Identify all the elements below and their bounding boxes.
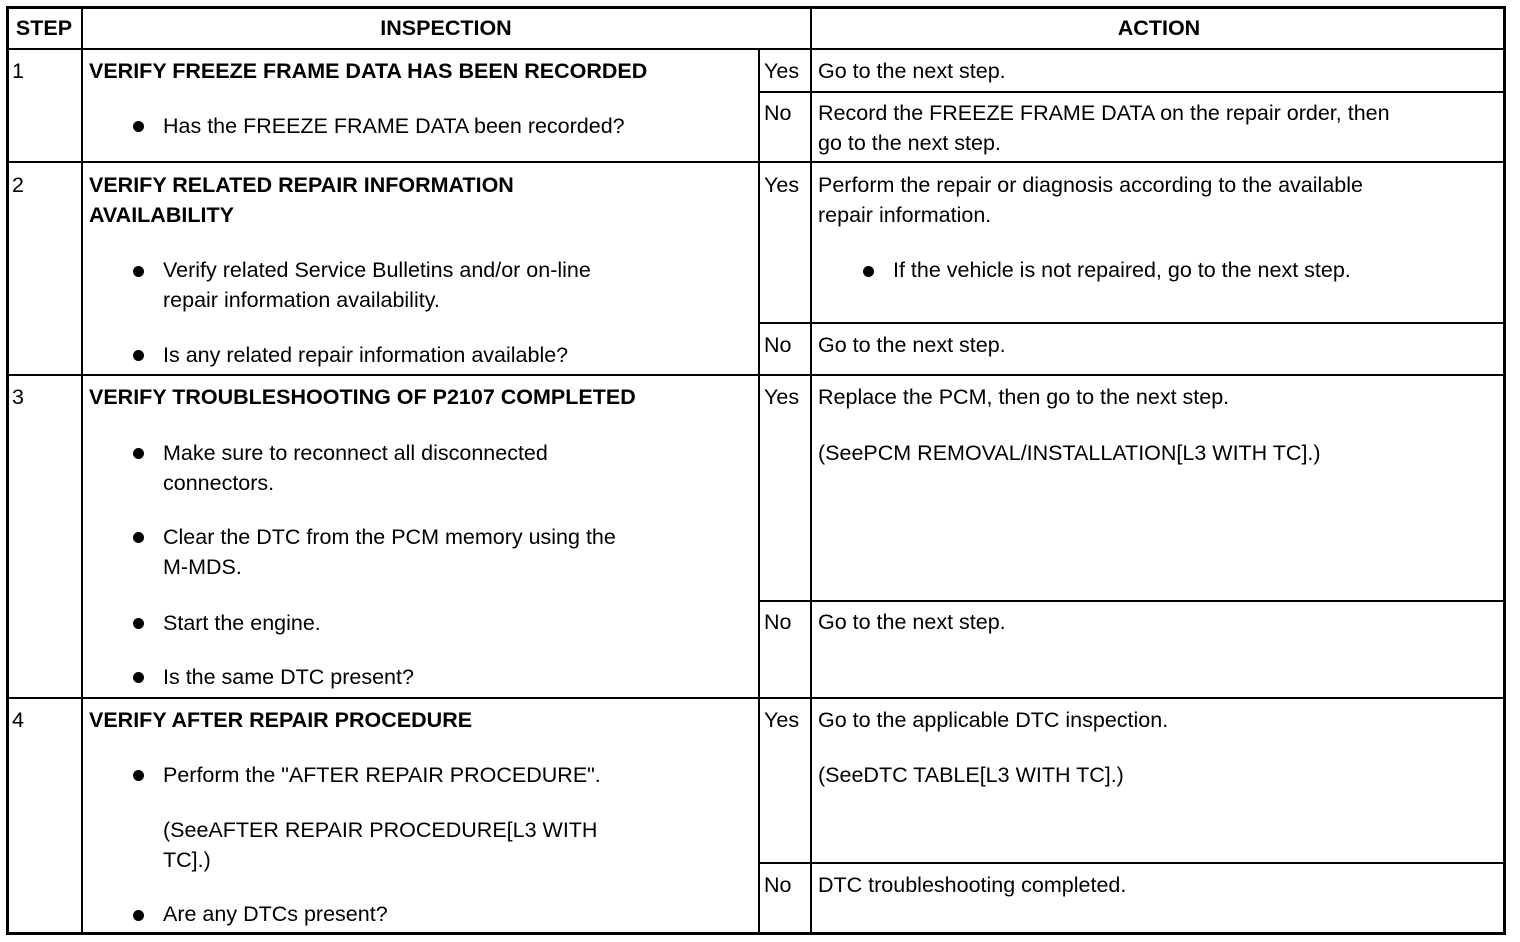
action-text: Replace the PCM, then go to the next step. [818,385,1230,409]
header-inspection: INSPECTION [380,16,512,40]
inspection-title: VERIFY AFTER REPAIR PROCEDURE [89,708,473,732]
bullet-icon [133,121,144,132]
action-text: Go to the next step. [818,610,1006,634]
row3-yes-no-divider [758,600,1506,602]
action-text: Record the FREEZE FRAME DATA on the repair order, then [818,101,1390,125]
row1-yes-no-divider [758,91,1506,93]
row4-yes-no-divider [758,862,1506,864]
inspection-item: Is any related repair information available? [163,343,569,367]
step-number: 4 [12,708,24,732]
bullet-icon [133,910,144,921]
inspection-item: Make sure to reconnect all disconnected [163,441,548,465]
step-number: 3 [12,385,24,409]
bullet-icon [133,448,144,459]
bullet-icon [133,672,144,683]
action-text: Go to the next step. [818,333,1006,357]
bullet-icon [133,770,144,781]
action-text: Go to the next step. [818,59,1006,83]
inspection-column-line [758,48,760,935]
row2-yes-no-divider [758,322,1506,324]
no-label: No [764,333,792,357]
action-text: repair information. [818,203,992,227]
bullet-icon [133,618,144,629]
reference-link[interactable]: TC].) [163,848,211,872]
reference-link[interactable]: (SeeDTC TABLE[L3 WITH TC].) [818,763,1124,787]
bullet-icon [133,350,144,361]
no-label: No [764,873,792,897]
no-label: No [764,610,792,634]
inspection-item: Has the FREEZE FRAME DATA been recorded? [163,114,625,138]
inspection-title: VERIFY RELATED REPAIR INFORMATION [89,173,514,197]
yes-label: Yes [764,59,800,83]
inspection-title: AVAILABILITY [89,203,234,227]
yes-label: Yes [764,385,800,409]
yes-label: Yes [764,173,800,197]
inspection-title: VERIFY FREEZE FRAME DATA HAS BEEN RECORDED [89,59,648,83]
header-divider [6,48,1506,50]
row2-bottom-line [6,374,1506,376]
inspection-item: Are any DTCs present? [163,902,388,926]
action-text: Go to the applicable DTC inspection. [818,708,1169,732]
inspection-item: M-MDS. [163,555,242,579]
step-number: 2 [12,173,24,197]
header-step: STEP [15,16,73,40]
step-column-line [81,6,83,935]
inspection-item: Perform the "AFTER REPAIR PROCEDURE". [163,763,601,787]
action-text: DTC troubleshooting completed. [818,873,1127,897]
action-text: Perform the repair or diagnosis according to the available [818,173,1363,197]
step-number: 1 [12,59,24,83]
bullet-icon [133,266,144,277]
action-bullet: If the vehicle is not repaired, go to the next step. [893,258,1351,282]
inspection-title: VERIFY TROUBLESHOOTING OF P2107 COMPLETED [89,385,636,409]
inspection-item: Verify related Service Bulletins and/or on-line [163,258,591,282]
yesno-column-line [810,6,812,935]
action-text: go to the next step. [818,131,1001,155]
inspection-item: Start the engine. [163,611,321,635]
inspection-item: repair information availability. [163,288,440,312]
bullet-icon [133,532,144,543]
header-action: ACTION [1117,16,1201,40]
inspection-item: Is the same DTC present? [163,665,414,689]
row3-bottom-line [6,697,1506,699]
row1-bottom-line [6,161,1506,163]
reference-link[interactable]: (SeePCM REMOVAL/INSTALLATION[L3 WITH TC].) [818,441,1321,465]
no-label: No [764,101,792,125]
bullet-icon [863,266,874,277]
yes-label: Yes [764,708,800,732]
inspection-item: Clear the DTC from the PCM memory using the [163,525,616,549]
inspection-item: connectors. [163,471,275,495]
reference-link[interactable]: (SeeAFTER REPAIR PROCEDURE[L3 WITH [163,818,598,842]
